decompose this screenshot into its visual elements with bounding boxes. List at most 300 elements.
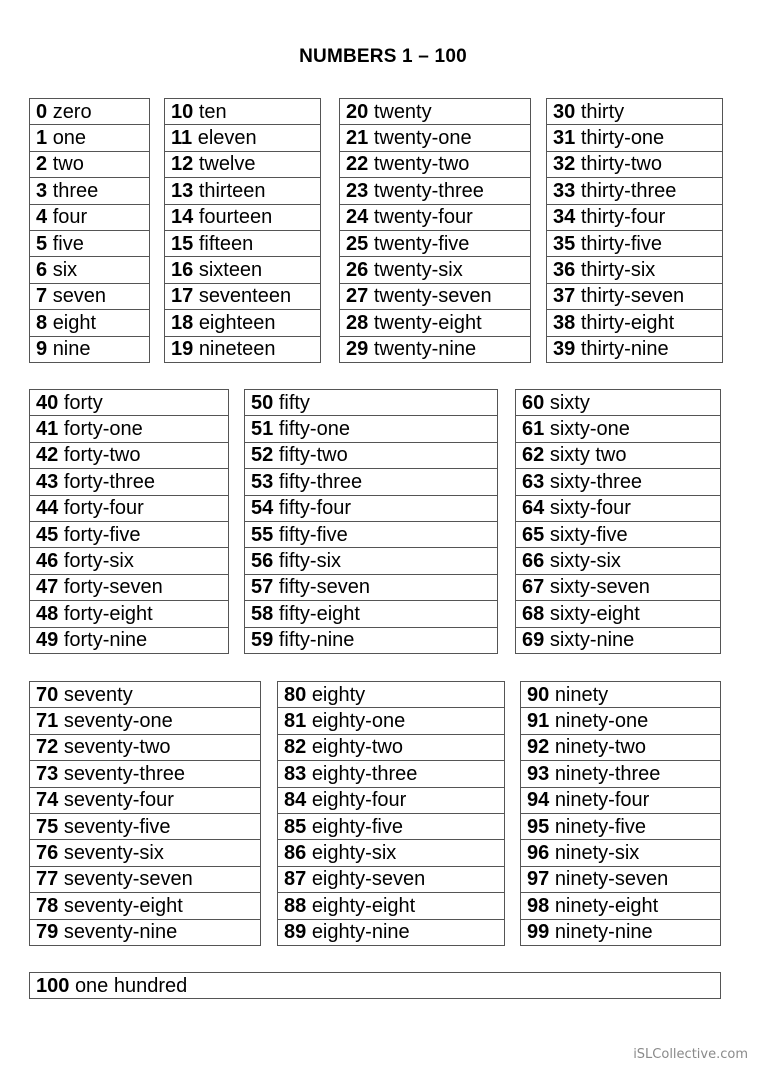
table-row: [547, 204, 723, 230]
number-cell: [30, 178, 150, 204]
number-digits: 23: [346, 179, 369, 202]
table-row: [547, 178, 723, 204]
number-cell: [547, 99, 723, 125]
number-table: [244, 389, 498, 654]
number-word: fifty-nine: [278, 629, 355, 652]
number-word: seventeen: [198, 285, 292, 308]
number-digits: 72: [36, 736, 59, 759]
number-cell: [547, 178, 723, 204]
table-row: [547, 310, 723, 336]
table-row: [278, 893, 505, 919]
number-digits: 1: [36, 127, 48, 150]
number-digits: 11: [171, 127, 193, 150]
number-word: one hundred: [74, 974, 188, 997]
table-row: [165, 125, 321, 151]
number-cell: [521, 682, 721, 708]
number-word: seventy: [63, 683, 133, 706]
table-row: [30, 125, 150, 151]
number-digits: 12: [171, 153, 194, 176]
number-table: [29, 389, 229, 654]
number-digits: 83: [284, 762, 307, 785]
table-row: [278, 866, 505, 892]
table-row: [521, 919, 721, 945]
table-row: [165, 178, 321, 204]
table-row: [521, 840, 721, 866]
number-digits: 77: [36, 868, 59, 891]
number-digits: 53: [251, 470, 274, 493]
number-word: two: [52, 153, 84, 176]
number-digits: 65: [522, 523, 545, 546]
table-row: [245, 495, 498, 521]
number-cell: [521, 734, 721, 760]
number-word: eighty: [311, 683, 366, 706]
table-row: [516, 521, 721, 547]
table-row: [30, 230, 150, 256]
table-row: [521, 893, 721, 919]
table-row: [30, 813, 261, 839]
number-cell: [547, 125, 723, 151]
number-word: seventy-two: [63, 736, 171, 759]
number-word: sixteen: [198, 259, 263, 282]
number-cell: [30, 310, 150, 336]
number-word: sixty-four: [549, 497, 631, 520]
table-row: [30, 469, 229, 495]
number-word: seven: [52, 285, 107, 308]
number-digits: 45: [36, 523, 59, 546]
number-digits: 59: [251, 629, 274, 652]
number-cell: [521, 919, 721, 945]
number-cell: [278, 734, 505, 760]
number-cell: [245, 574, 498, 600]
table-row: [245, 627, 498, 653]
number-cell: [30, 125, 150, 151]
number-word: fifteen: [198, 232, 254, 255]
table-row: [245, 548, 498, 574]
number-digits: 3: [36, 179, 48, 202]
number-cell: [516, 390, 721, 416]
table-row: [245, 469, 498, 495]
number-digits: 58: [251, 602, 274, 625]
table-row: [278, 708, 505, 734]
number-cell: [245, 548, 498, 574]
table-row: [521, 682, 721, 708]
number-cell: [30, 416, 229, 442]
table-row: [30, 257, 150, 283]
number-word: eighty-two: [311, 736, 403, 759]
number-word: twenty-five: [373, 232, 470, 255]
number-digits: 54: [251, 497, 274, 520]
number-word: fifty-six: [278, 550, 342, 573]
number-digits: 5: [36, 232, 48, 255]
number-digits: 7: [36, 285, 48, 308]
number-digits: 22: [346, 153, 369, 176]
number-digits: 37: [553, 285, 576, 308]
number-digits: 55: [251, 523, 274, 546]
number-table: [277, 681, 505, 946]
table-row: [30, 919, 261, 945]
number-cell: [547, 151, 723, 177]
number-word: eighty-five: [311, 815, 403, 838]
number-cell: [245, 469, 498, 495]
table-row: [165, 204, 321, 230]
number-digits: 0: [36, 100, 48, 123]
table-row: [521, 708, 721, 734]
number-cell: [516, 574, 721, 600]
number-word: four: [52, 206, 88, 229]
number-word: seventy-three: [63, 762, 185, 785]
number-word: twenty-four: [373, 206, 473, 229]
number-cell: [245, 601, 498, 627]
number-word: fourteen: [198, 206, 273, 229]
number-word: ninety-three: [554, 762, 661, 785]
table-row: [165, 310, 321, 336]
number-word: eight: [52, 311, 97, 334]
number-word: seventy-one: [63, 710, 173, 733]
table-row: [30, 866, 261, 892]
number-word: eighty-eight: [311, 894, 416, 917]
number-word: ninety-one: [554, 710, 649, 733]
number-cell: [516, 469, 721, 495]
number-cell: [165, 310, 321, 336]
number-digits: 89: [284, 921, 307, 944]
number-digits: 60: [522, 391, 545, 414]
number-cell: [516, 416, 721, 442]
number-word: seventy-four: [63, 789, 174, 812]
table-row: [245, 442, 498, 468]
table-row: [547, 151, 723, 177]
number-digits: 71: [36, 710, 59, 733]
number-word: three: [52, 179, 99, 202]
number-word: forty-eight: [63, 602, 153, 625]
table-row: [245, 390, 498, 416]
table-row: [30, 178, 150, 204]
number-cell: [165, 151, 321, 177]
number-cell: [30, 151, 150, 177]
number-word: sixty-eight: [549, 602, 640, 625]
number-digits: 43: [36, 470, 59, 493]
number-cell: [278, 787, 505, 813]
number-word: thirty-three: [580, 179, 677, 202]
number-digits: 14: [171, 206, 194, 229]
table-row: [165, 283, 321, 309]
number-digits: 93: [527, 762, 550, 785]
number-digits: 25: [346, 232, 369, 255]
number-word: seventy-nine: [63, 921, 178, 944]
number-digits: 10: [171, 100, 194, 123]
number-word: ninety: [554, 683, 609, 706]
number-cell: [30, 787, 261, 813]
number-word: forty: [63, 391, 103, 414]
number-cell: [30, 627, 229, 653]
number-cell: [340, 125, 531, 151]
number-cell: [516, 627, 721, 653]
number-word: fifty: [278, 391, 310, 414]
number-cell: [245, 495, 498, 521]
table-row: [30, 151, 150, 177]
number-word: thirty-six: [580, 259, 656, 282]
number-word: thirty-four: [580, 206, 666, 229]
table-row: [278, 787, 505, 813]
number-cell: [30, 495, 229, 521]
number-digits: 50: [251, 391, 274, 414]
number-word: twenty-seven: [373, 285, 492, 308]
table-row: [278, 682, 505, 708]
number-digits: 16: [171, 259, 194, 282]
number-cell: [547, 336, 723, 362]
number-cell: [30, 866, 261, 892]
number-digits: 76: [36, 842, 59, 865]
table-row: [165, 230, 321, 256]
number-cell: [245, 442, 498, 468]
table-row: [30, 627, 229, 653]
number-word: forty-four: [63, 497, 144, 520]
number-word: seventy-eight: [63, 894, 183, 917]
number-cell: [30, 521, 229, 547]
number-cell: [521, 708, 721, 734]
number-cell: [30, 761, 261, 787]
number-digits: 31: [553, 127, 576, 150]
number-digits: 82: [284, 736, 307, 759]
number-word: thirty-nine: [580, 338, 669, 361]
number-digits: 47: [36, 576, 59, 599]
table-row: [30, 336, 150, 362]
number-digits: 49: [36, 629, 59, 652]
number-word: nineteen: [198, 338, 276, 361]
number-digits: 73: [36, 762, 59, 785]
number-digits: 95: [527, 815, 550, 838]
table-row: [30, 708, 261, 734]
number-table: [164, 98, 321, 363]
number-word: sixty-six: [549, 550, 621, 573]
number-digits: 84: [284, 789, 307, 812]
table-row: [30, 761, 261, 787]
table-row: [516, 390, 721, 416]
number-word: ninety-nine: [554, 921, 653, 944]
number-digits: 86: [284, 842, 307, 865]
number-word: seventy-seven: [63, 868, 193, 891]
number-cell: [165, 230, 321, 256]
number-word: eighty-six: [311, 842, 397, 865]
watermark: iSLCollective.com: [633, 1047, 748, 1062]
number-digits: 75: [36, 815, 59, 838]
number-word: fifty-two: [278, 444, 348, 467]
number-word: forty-two: [63, 444, 141, 467]
number-table: [546, 98, 723, 363]
number-word: thirty-seven: [580, 285, 685, 308]
number-digits: 90: [527, 683, 550, 706]
number-cell: [30, 390, 229, 416]
number-word: eighteen: [198, 311, 276, 334]
number-word: five: [52, 232, 84, 255]
number-cell: [30, 283, 150, 309]
number-cell: [521, 893, 721, 919]
table-row: [30, 601, 229, 627]
number-digits: 91: [527, 710, 550, 733]
number-cell: [30, 99, 150, 125]
number-digits: 87: [284, 868, 307, 891]
number-cell: [278, 893, 505, 919]
table-row: [245, 416, 498, 442]
number-digits: 88: [284, 894, 307, 917]
number-word: sixty-nine: [549, 629, 635, 652]
number-digits: 15: [171, 232, 194, 255]
number-cell: [278, 682, 505, 708]
number-digits: 61: [522, 418, 545, 441]
number-cell: [521, 787, 721, 813]
number-digits: 39: [553, 338, 576, 361]
number-word: ninety-five: [554, 815, 646, 838]
page-title: NUMBERS 1 – 100: [299, 46, 467, 67]
number-word: zero: [52, 100, 92, 123]
table-row: [340, 151, 531, 177]
number-cell: [340, 204, 531, 230]
number-digits: 66: [522, 550, 545, 573]
number-cell: [30, 574, 229, 600]
table-row: [30, 574, 229, 600]
number-digits: 78: [36, 894, 59, 917]
number-digits: 9: [36, 338, 48, 361]
number-cell: [278, 840, 505, 866]
number-digits: 68: [522, 602, 545, 625]
table-row: [30, 416, 229, 442]
table-row: [516, 601, 721, 627]
number-cell: [340, 178, 531, 204]
table-row: [521, 866, 721, 892]
number-digits: 100: [36, 974, 70, 997]
number-digits: 51: [251, 418, 274, 441]
number-cell: [165, 178, 321, 204]
number-digits: 56: [251, 550, 274, 573]
number-table: [515, 389, 721, 654]
table-row: [521, 787, 721, 813]
number-word: forty-five: [63, 523, 141, 546]
number-word: twenty: [373, 100, 432, 123]
number-cell: [340, 257, 531, 283]
number-word: fifty-three: [278, 470, 363, 493]
number-digits: 80: [284, 683, 307, 706]
table-row: [165, 151, 321, 177]
table-row: [547, 99, 723, 125]
number-table: [29, 972, 721, 999]
number-cell: [516, 442, 721, 468]
number-cell: [30, 893, 261, 919]
table-row: [278, 813, 505, 839]
number-word: one: [52, 127, 87, 150]
table-row: [30, 893, 261, 919]
table-row: [30, 495, 229, 521]
number-cell: [516, 601, 721, 627]
number-digits: 98: [527, 894, 550, 917]
number-digits: 6: [36, 259, 48, 282]
number-cell: [165, 204, 321, 230]
table-row: [245, 574, 498, 600]
number-word: ten: [198, 100, 227, 123]
number-cell: [30, 840, 261, 866]
number-cell: [165, 283, 321, 309]
table-row: [521, 761, 721, 787]
number-word: sixty-one: [549, 418, 630, 441]
number-cell: [340, 336, 531, 362]
number-cell: [245, 390, 498, 416]
table-row: [30, 548, 229, 574]
number-digits: 28: [346, 311, 369, 334]
number-word: sixty-three: [549, 470, 643, 493]
table-row: [340, 283, 531, 309]
table-row: [165, 99, 321, 125]
table-row: [30, 283, 150, 309]
number-word: eighty-one: [311, 710, 406, 733]
table-row: [30, 973, 721, 999]
number-digits: 64: [522, 497, 545, 520]
table-row: [547, 257, 723, 283]
number-cell: [521, 761, 721, 787]
number-word: fifty-eight: [278, 602, 360, 625]
number-digits: 99: [527, 921, 550, 944]
number-cell: [245, 521, 498, 547]
number-digits: 13: [171, 179, 194, 202]
number-cell: [278, 761, 505, 787]
number-word: sixty-five: [549, 523, 628, 546]
number-digits: 26: [346, 259, 369, 282]
number-cell: [278, 919, 505, 945]
number-digits: 70: [36, 683, 59, 706]
number-table: [29, 681, 261, 946]
number-cell: [30, 230, 150, 256]
number-cell: [245, 416, 498, 442]
number-word: eighty-four: [311, 789, 407, 812]
number-table: [339, 98, 531, 363]
table-row: [547, 125, 723, 151]
number-word: twenty-one: [373, 127, 472, 150]
number-word: twenty-six: [373, 259, 463, 282]
table-row: [278, 734, 505, 760]
number-cell: [30, 442, 229, 468]
number-digits: 62: [522, 444, 545, 467]
number-cell: [340, 230, 531, 256]
number-digits: 81: [284, 710, 307, 733]
number-cell: [340, 151, 531, 177]
table-row: [521, 813, 721, 839]
number-cell: [30, 708, 261, 734]
number-digits: 74: [36, 789, 59, 812]
number-word: ninety-eight: [554, 894, 659, 917]
number-word: thirty-one: [580, 127, 665, 150]
number-digits: 8: [36, 311, 48, 334]
number-word: seventy-five: [63, 815, 171, 838]
number-digits: 2: [36, 153, 48, 176]
number-cell: [30, 336, 150, 362]
number-word: sixty two: [549, 444, 627, 467]
table-row: [278, 761, 505, 787]
number-word: thirty: [580, 100, 625, 123]
number-digits: 57: [251, 576, 274, 599]
number-cell: [30, 257, 150, 283]
number-digits: 30: [553, 100, 576, 123]
number-word: twelve: [198, 153, 256, 176]
number-digits: 52: [251, 444, 274, 467]
table-row: [547, 336, 723, 362]
table-row: [165, 336, 321, 362]
number-word: thirteen: [198, 179, 266, 202]
number-word: forty-seven: [63, 576, 163, 599]
number-word: forty-six: [63, 550, 134, 573]
number-cell: [340, 283, 531, 309]
number-digits: 63: [522, 470, 545, 493]
number-cell: [521, 840, 721, 866]
number-cell: [278, 708, 505, 734]
number-digits: 44: [36, 497, 59, 520]
number-cell: [30, 548, 229, 574]
